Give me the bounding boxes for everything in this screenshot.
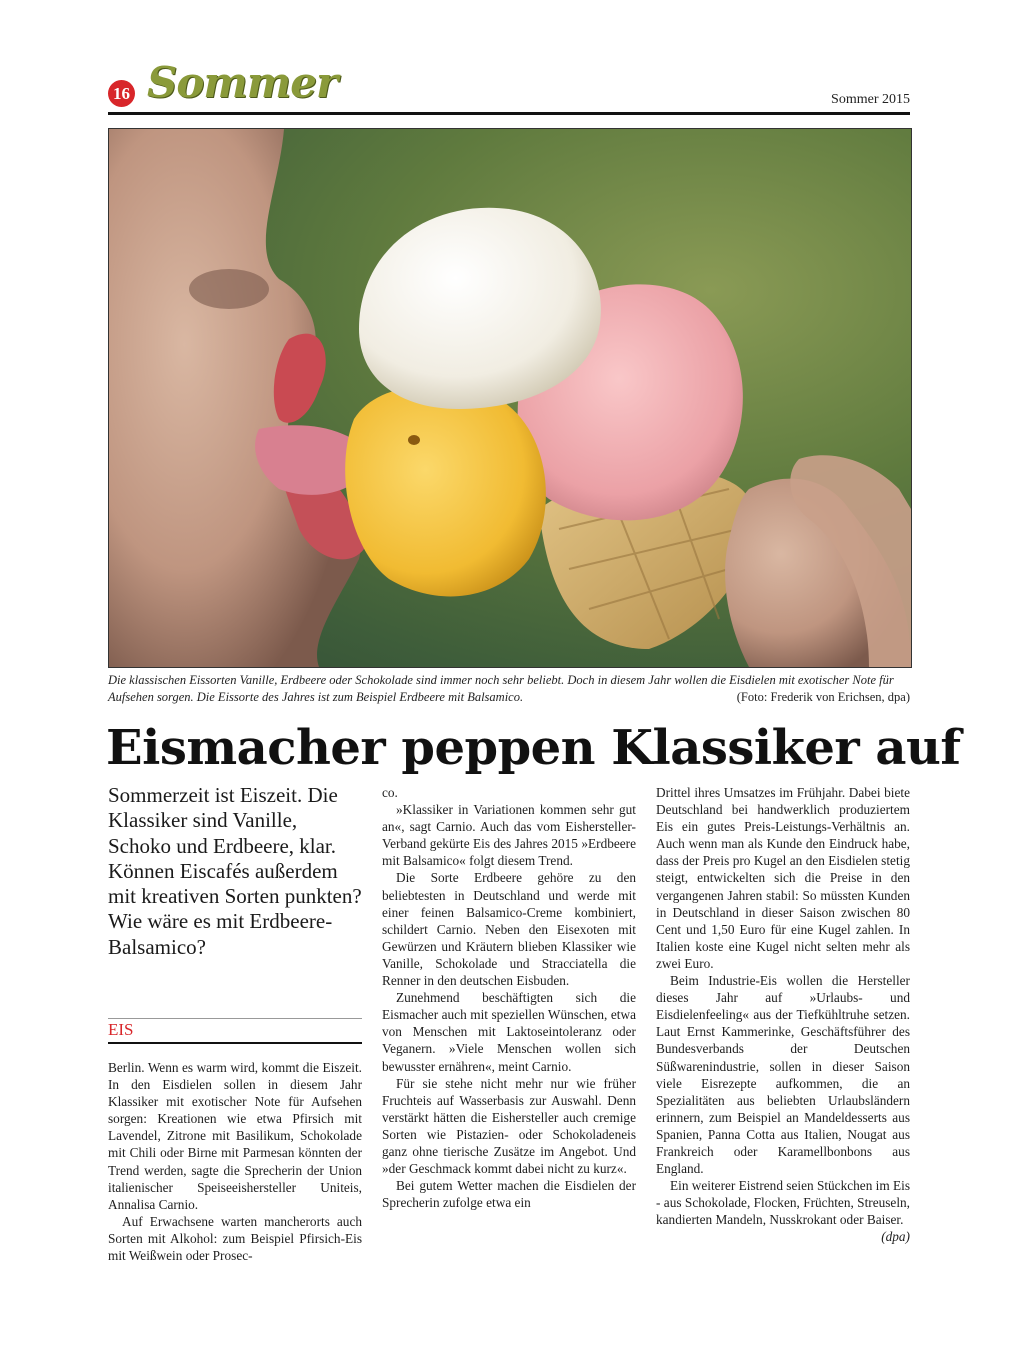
paragraph	[656, 1177, 911, 1245]
section-logo: Sommer	[147, 58, 338, 107]
paragraph: Die Sorte Erdbeere gehöre zu den beliebtesten in Deutschland und werde mit einer feinen Balsamico-Creme kombiniert, schildert Carnio. Neben den Eisexoten mit Gewürzen und Kräutern blieben Klassiker wie Vanille, Schokolade und Stracciatella die Renner in den deutschen Eisbuden.	[382, 870, 636, 989]
topic-rule-bottom	[108, 1042, 362, 1044]
paragraph: Berlin. Wenn es warm wird, kommt die Eiszeit. In den Eisdielen sollen in diesem Jahr Klassiker mit exotischer Note für Aufsehen sorgen: Kreationen wie etwa Pfirsich mit Lavendel, Zitrone mit Basilikum, Schokolade mit Chili oder Birne mit Parmesan könnten der Trend werden, sagte die Sprecherin der Union italienischer Speiseeishersteller Uniteis, Annalisa Carnio.	[108, 1060, 362, 1212]
page-number: 16	[108, 80, 135, 107]
article-column-2	[382, 784, 636, 1211]
ice-cream-illustration	[109, 129, 911, 667]
issue-date: Sommer 2015	[831, 92, 910, 107]
caption-text: Die klassischen Eissorten Vanille, Erdbeere oder Schokolade sind immer noch sehr beliebt. Doch in diesem Jahr wollen die Eisdielen mit exotischer Note für Aufsehen sorgen. Die Eissorte des Jahres ist zum Beispiel Erdbeere mit Balsamico.	[108, 673, 894, 704]
paragraph: Zunehmend beschäftigten sich die Eismacher auch mit speziellen Wünschen, etwa von Menschen mit Laktoseintoleranz oder Veganern. »Viele Menschen wollen sich bewusster ernähren«, meint Carnio.	[382, 990, 636, 1074]
headline: Eismacher peppen Klassiker auf	[106, 720, 961, 776]
paragraph: Bei gutem Wetter machen die Eisdielen der Sprecherin zufolge etwa ein	[382, 1178, 636, 1211]
paragraph: co.	[382, 785, 398, 800]
topic-rule-top	[108, 1018, 362, 1019]
paragraph: Beim Industrie-Eis wollen die Hersteller dieses Jahr auf »Urlaubs- und Eisdielenfeeling« aus der Tiefkühltruhe setzen. Laut Ernst Kammerinke, Geschäftsführer des Bundesverbands der Deutschen Süßwarenindustrie, sollen in dieser Saison viele Eisrezepte aufkommen, die an Spezialitäten aus beliebten Urlaubsländern erinnern, zum Beispiel an Mandeldesserts aus Spanien, Panna Cotta aus Italien, Nougat aus Frankreich oder Karamellbonbons aus England.	[656, 973, 910, 1177]
ice-cream-photo	[108, 128, 912, 668]
paragraph: Auf Erwachsene warten mancherorts auch Sorten mit Alkohol: zum Beispiel Pfirsich-Eis mit Weißwein oder Prosec-	[108, 1213, 362, 1264]
topic-label: EIS	[108, 1020, 134, 1039]
photo-caption	[108, 672, 910, 706]
paragraph-text: Ein weiterer Eistrend seien Stückchen im Eis - aus Schokolade, Flocken, Früchten, Streuseln, kandierten Mandeln, Nusskrokant oder Baiser.	[656, 1178, 911, 1228]
paragraph: »Klassiker in Variationen kommen sehr gut an«, sagt Carnio. Auch das vom Eishersteller-Verband gekürte Eis des Jahres 2015 »Erdbeere mit Balsamico« folgt diesem Trend.	[382, 802, 636, 869]
lead-paragraph: Sommerzeit ist Eiszeit. Die Klassiker sind Vanille, Schoko und Erdbeere, klar. Können Eiscafés außerdem mit kreativen Sorten punkten? Wie wäre es mit Erdbeere-Balsamico?	[108, 783, 362, 959]
paragraph: Für sie stehe nicht mehr nur wie früher Fruchteis auf Wasserbasis zur Auswahl. Denn verstärkt hätten die Eishersteller auch cremige Sorten wie Pistazien- oder Schokoladeneis ganz ohne tierische Zusätze im Angebot. Und »der Geschmack kommt dabei nicht zu kurz«.	[382, 1075, 636, 1177]
header-rule	[108, 112, 910, 115]
byline: (dpa)	[881, 1229, 910, 1245]
article-column-1	[108, 1059, 362, 1264]
article-column-3	[656, 784, 910, 1246]
photo-credit: (Foto: Frederik von Erichsen, dpa)	[736, 690, 910, 704]
paragraph: Drittel ihres Umsatzes im Frühjahr. Dabei biete Deutschland bei handwerklich produziertem Eis ein gutes Preis-Leistungs-Verhältnis an. Auch wenn man als Kunde den Eindruck habe, dass der Preis pro Kugel an den Eisdielen stetig steigt, entwickelten sich die Preise in den vergangenen Jahren stabil: So müssten Kunden in Deutschland in dieser Saison zwischen 80 Cent und 1,50 Euro für eine Kugel zahlen. In Italien koste eine Kugel nicht selten mehr als zwei Euro.	[656, 785, 910, 971]
